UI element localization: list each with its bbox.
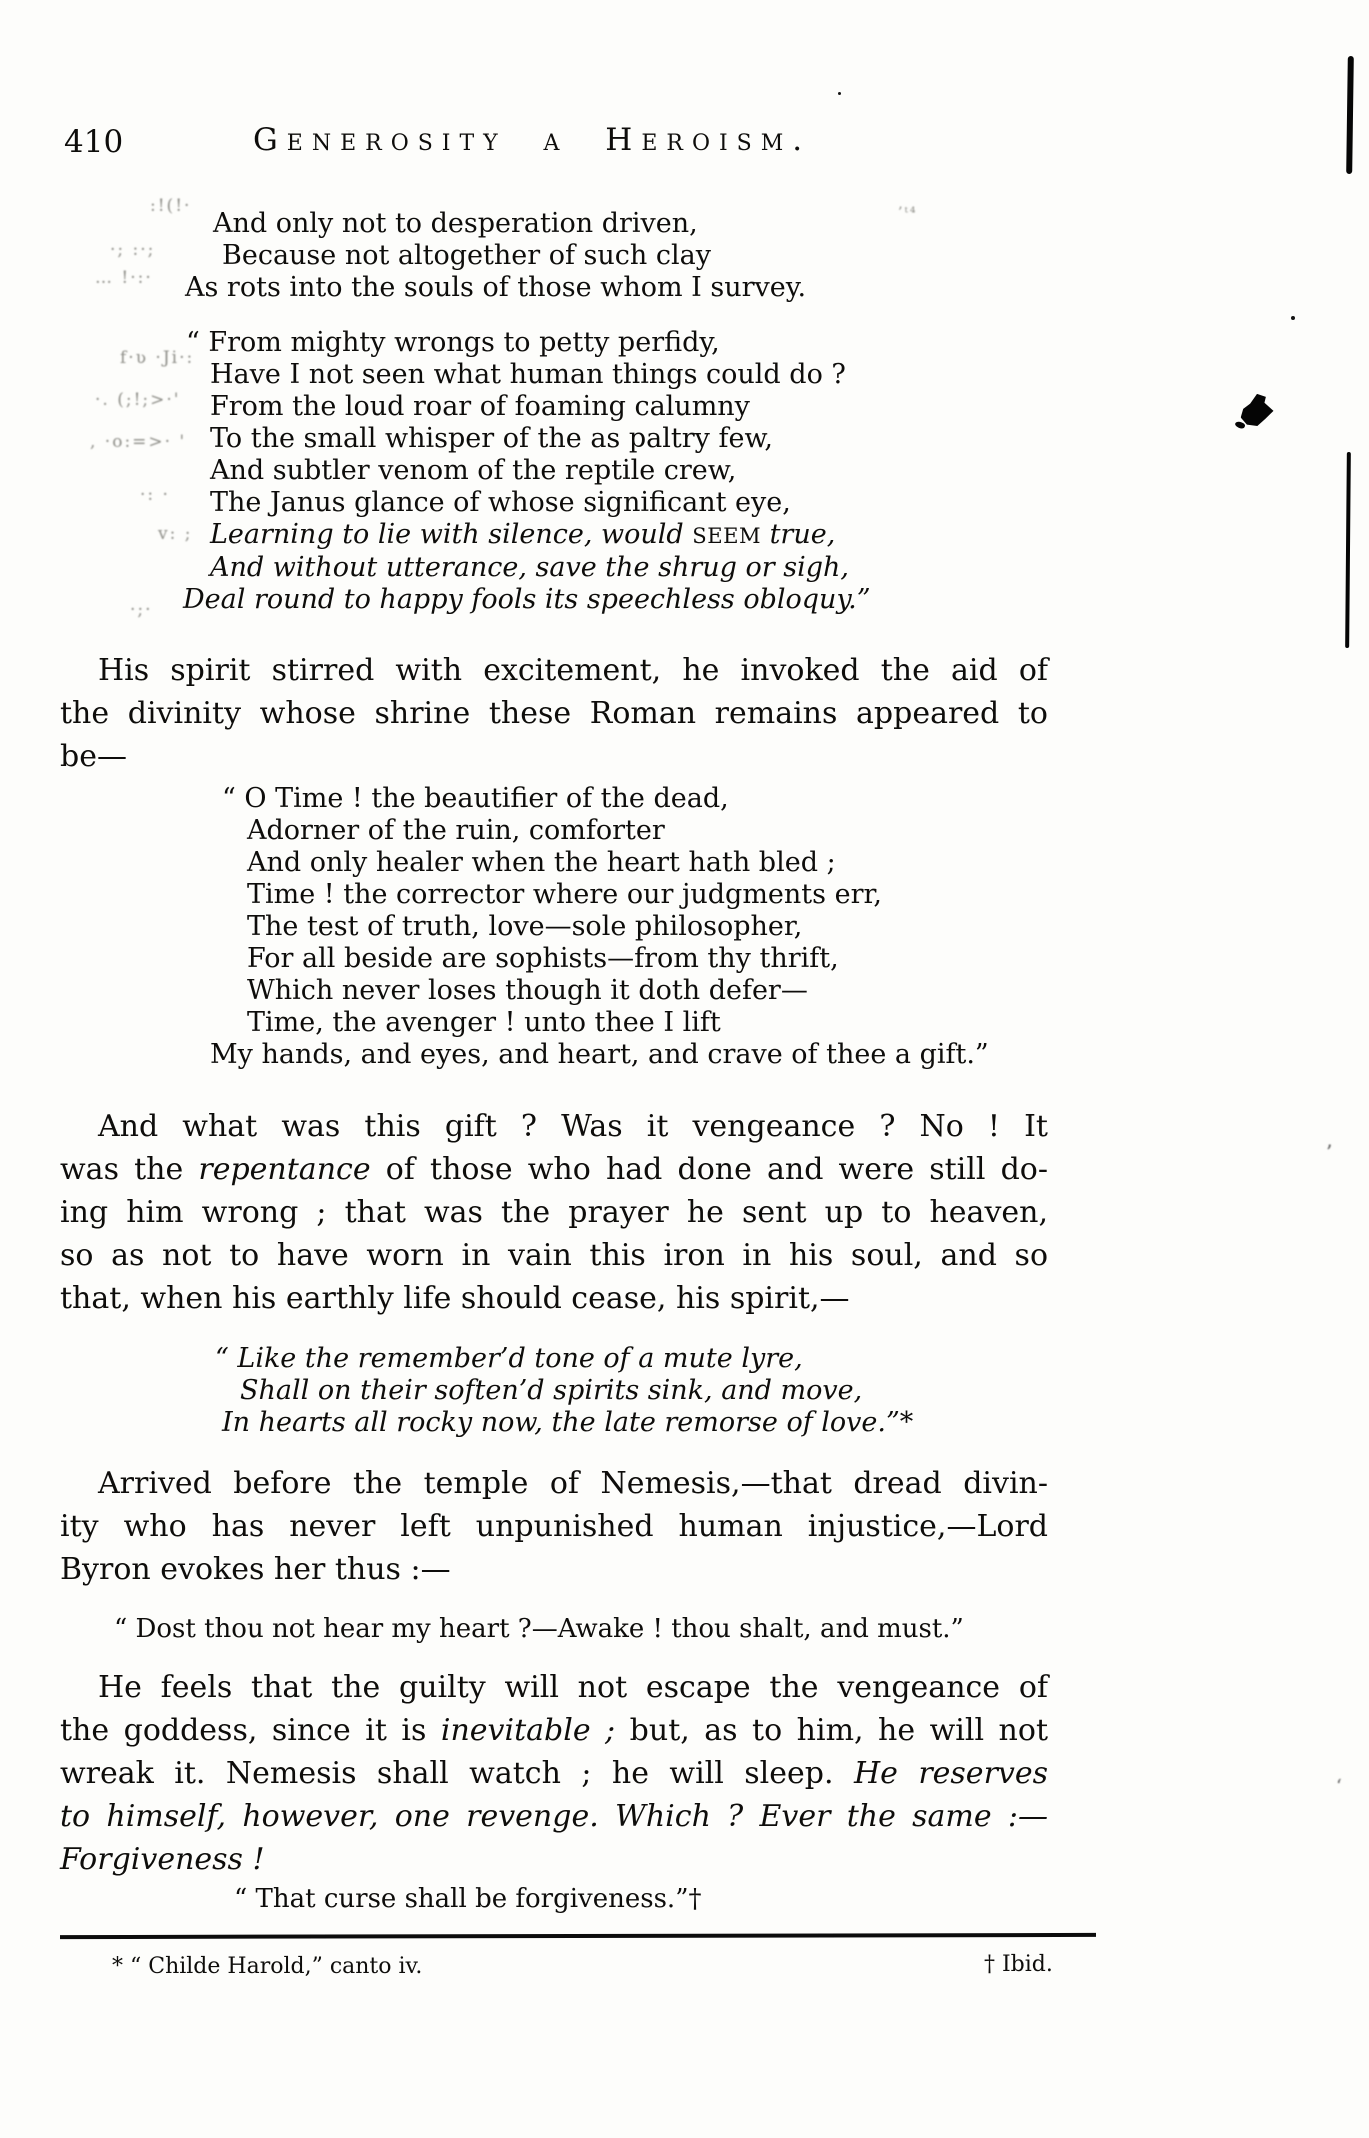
poem-line: From the loud roar of foaming calumny	[210, 391, 750, 422]
poem-line: Deal round to happy fools its speechless obloquy.”	[183, 584, 871, 615]
poem-line: As rots into the souls of those whom I survey.	[185, 272, 807, 303]
scan-edge-line	[1346, 56, 1354, 174]
prose-run-italic: He reserves	[853, 1756, 1049, 1791]
poem-line: “ Like the remember’d tone of a mute lyre,	[215, 1343, 803, 1374]
poem-line-seem	[210, 519, 871, 552]
poem-line: Which never loses though it doth defer—	[247, 975, 808, 1006]
poem-line: Time ! the corrector where our judgments err,	[247, 879, 883, 910]
scan-smudge: ’ᵗ⁴	[898, 205, 918, 221]
footnote-childe-harold: * “ Childe Harold,” canto iv.	[112, 1954, 423, 1979]
prose-run: but, as to him, he will not	[615, 1713, 1048, 1748]
prose-line-italic: to himself, however, one revenge. Which ? Ever the same :—	[60, 1799, 1048, 1834]
scan-edge-line	[1345, 452, 1351, 648]
running-head-title: Generosity a Heroism.	[253, 122, 812, 158]
poem-line: And only not to desperation driven,	[213, 208, 698, 239]
page-number: 410	[64, 124, 124, 160]
poem-line: For all beside are sophists—from thy thrift,	[247, 943, 839, 974]
poem-line: And only healer when the heart hath bled ;	[247, 847, 836, 878]
prose-run: was the	[60, 1152, 199, 1187]
prose-run: the goddess, since it is	[60, 1713, 441, 1748]
scan-smudge: ’	[1326, 1140, 1335, 1164]
poem-line: My hands, and eyes, and heart, and crave of thee a gift.”	[210, 1039, 989, 1070]
prose-run-italic: inevitable ;	[440, 1713, 616, 1748]
poem-line: Have I not seen what human things could do ?	[210, 359, 846, 390]
prose-run-italic: repentance	[198, 1152, 371, 1187]
prose-line	[60, 1148, 1048, 1191]
scan-smudge: ·. (;!;>·'	[95, 390, 181, 410]
prose-line: so as not to have worn in vain this iron in his soul, and so	[60, 1238, 1048, 1273]
prose-line: Byron evokes her thus :—	[60, 1552, 451, 1587]
poem-line-seem-pre: Learning to lie with silence, would	[210, 519, 693, 550]
prose-line: that, when his earthly life should cease, his spirit,—	[60, 1281, 850, 1316]
prose-line: ity who has never left unpunished human injustice,—Lord	[60, 1509, 1048, 1544]
scan-smudge: , ·o:=>· '	[90, 432, 187, 452]
paragraph-what-was-this-gift	[60, 1105, 1048, 1320]
poem-line: The Janus glance of whose significant eye,	[210, 487, 791, 518]
poem-stanza-mute-lyre	[0, 1343, 913, 1439]
poem-line: To the small whisper of the as paltry few,	[210, 423, 773, 454]
prose-line: Arrived before the temple of Nemesis,—that dread divin-	[98, 1466, 1048, 1501]
poem-line: “ O Time ! the beautifier of the dead,	[222, 783, 729, 814]
poem-stanza-o-time	[0, 783, 989, 1071]
prose-line: ing him wrong ; that was the prayer he sent up to heaven,	[60, 1195, 1048, 1230]
prose-line: be—	[60, 739, 127, 774]
ink-blot	[1238, 392, 1275, 427]
scan-smudge: ·; :·;	[110, 240, 156, 260]
poem-line: And subtler venom of the reptile crew,	[210, 455, 737, 486]
paragraph-his-spirit	[60, 649, 1048, 778]
ink-speck	[1291, 316, 1295, 320]
poem-line: And without utterance, save the shrug or sigh,	[210, 552, 850, 583]
paragraph-he-feels	[60, 1666, 1048, 1881]
scan-smudge: … !·:·	[95, 268, 153, 288]
poem-stanza-2	[0, 327, 871, 616]
prose-line: His spirit stirred with excitement, he invoked the aid of	[98, 653, 1048, 688]
poem-line: Adorner of the ruin, comforter	[247, 815, 665, 846]
quote-that-curse: “ That curse shall be forgiveness.”†	[234, 1884, 702, 1914]
prose-run: wreak it. Nemesis shall watch ; he will sleep.	[60, 1756, 854, 1791]
scan-smudge: ·: ·	[140, 485, 170, 505]
scan-smudge: ‘	[1336, 1776, 1344, 1797]
prose-line: the divinity whose shrine these Roman remains appeared to	[60, 696, 1048, 731]
prose-line-italic: Forgiveness !	[60, 1842, 265, 1877]
scan-smudge: ·;·	[130, 600, 153, 620]
ink-blot-tail	[1234, 420, 1246, 429]
paragraph-arrived-nemesis	[60, 1462, 1048, 1591]
scan-smudge: v: ;	[158, 524, 193, 544]
ink-speck	[838, 92, 841, 95]
poem-line: “ From mighty wrongs to petty perfidy,	[186, 327, 720, 358]
poem-line: In hearts all rocky now, the late remorse of love.”*	[222, 1407, 914, 1438]
scan-smudge: f·ʋ ·Ji·:	[120, 348, 195, 368]
poem-line-seem-post: true,	[761, 519, 836, 550]
prose-run: of those who had done and were still do-	[370, 1152, 1048, 1187]
footnote-ibid: † Ibid.	[984, 1952, 1053, 1977]
quote-dost-thou: “ Dost thou not hear my heart ?—Awake ! thou shalt, and must.”	[114, 1614, 964, 1644]
prose-line: And what was this gift ? Was it vengeance ? No ! It	[98, 1109, 1048, 1144]
footnote-rule	[60, 1933, 1096, 1939]
poem-line: Shall on their soften’d spirits sink, and move,	[240, 1375, 863, 1406]
prose-line: He feels that the guilty will not escape the vengeance of	[98, 1670, 1048, 1705]
scan-smudge: :!(!·	[150, 196, 192, 216]
poem-line: Because not altogether of such clay	[222, 240, 712, 271]
poem-line: Time, the avenger ! unto thee I lift	[247, 1007, 721, 1038]
smallcaps-seem: SEEM	[692, 523, 761, 548]
poem-line: The test of truth, love—sole philosopher,	[247, 911, 803, 942]
prose-line	[60, 1709, 1048, 1752]
prose-line	[60, 1752, 1048, 1795]
